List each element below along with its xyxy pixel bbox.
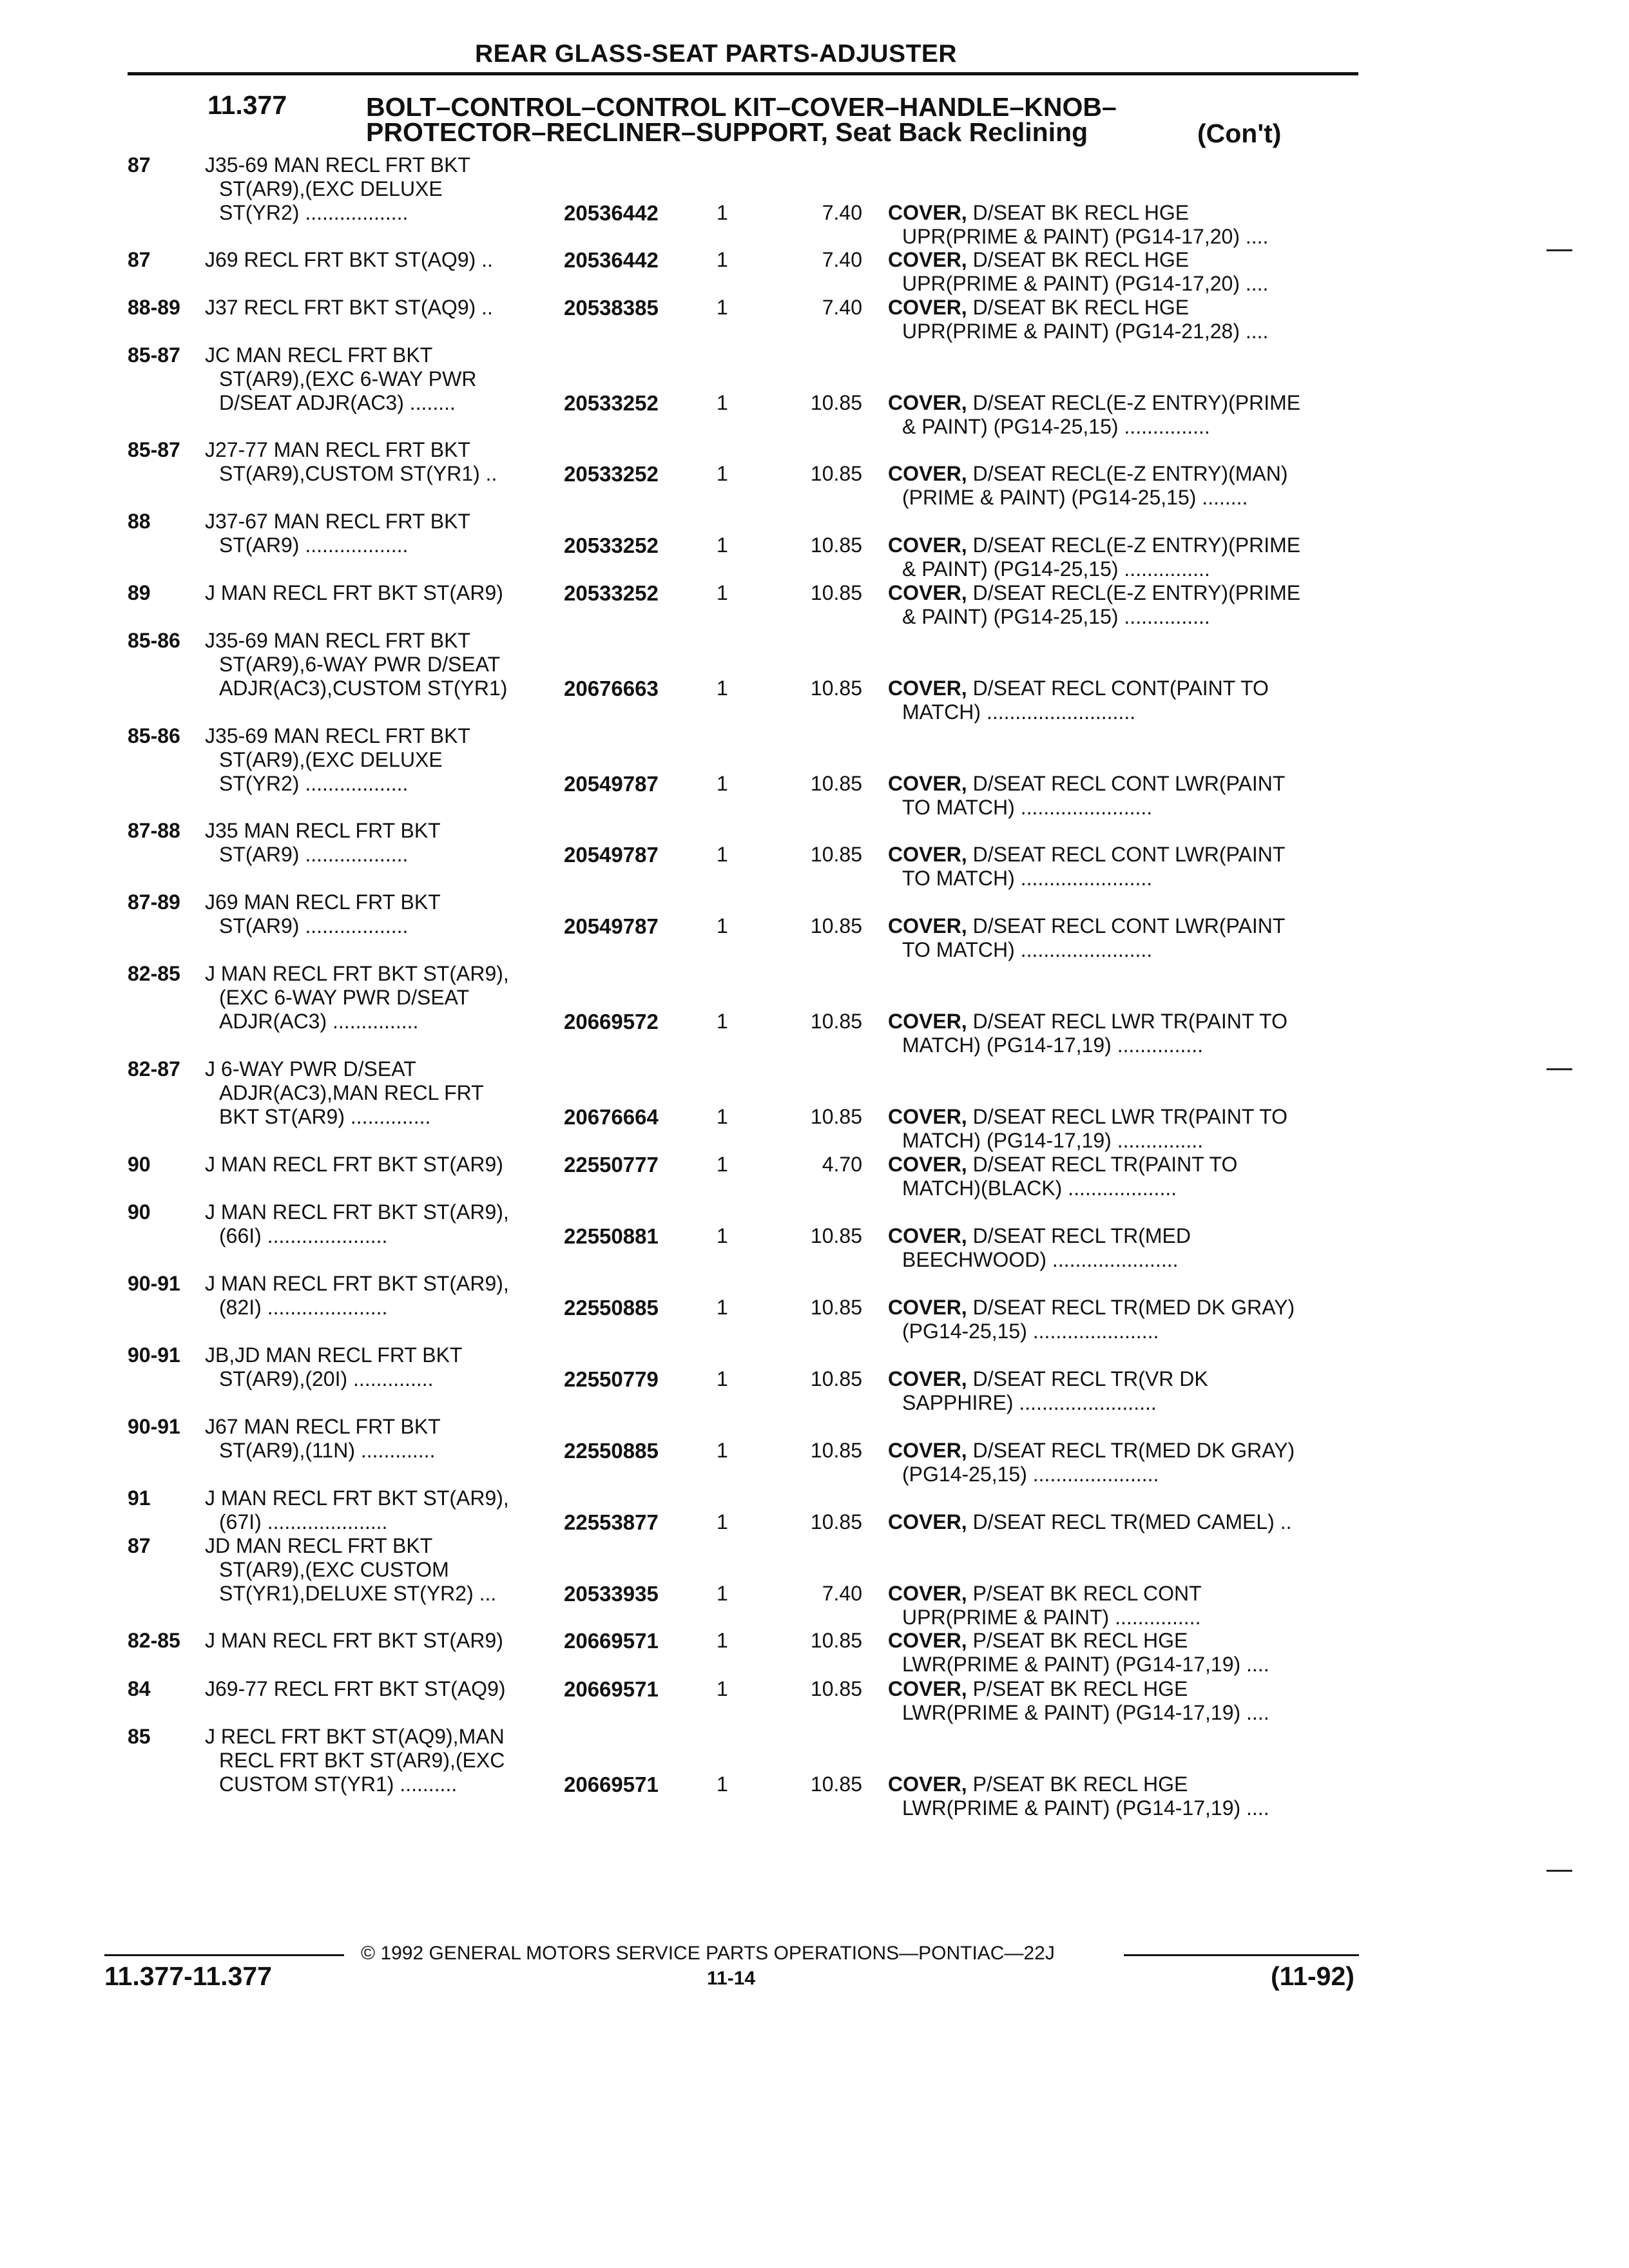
part-name: COVER, bbox=[888, 772, 967, 795]
price: 10.85 bbox=[810, 1296, 862, 1319]
part-description-line: D/SEAT BK RECL HGE bbox=[972, 201, 1190, 224]
part-description-line: (PG14-25,15) ...................... bbox=[902, 1463, 1159, 1486]
footer-rule-right bbox=[1124, 1954, 1359, 1956]
part-description-line: D/SEAT RECL TR(MED bbox=[972, 1224, 1191, 1247]
part-description-line: D/SEAT RECL CONT(PAINT TO bbox=[972, 677, 1269, 700]
price: 10.85 bbox=[810, 1629, 862, 1652]
part-description bbox=[888, 1367, 1358, 1415]
part-name: COVER, bbox=[888, 391, 967, 414]
application-description bbox=[205, 581, 503, 605]
part-description bbox=[888, 1629, 1358, 1677]
part-description-first-line bbox=[888, 1677, 1358, 1701]
model-years: 87-89 bbox=[128, 890, 180, 914]
application-line: J35-69 MAN RECL FRT BKT bbox=[205, 724, 470, 747]
part-name: COVER, bbox=[888, 1153, 967, 1176]
quantity: 1 bbox=[717, 1105, 728, 1128]
part-number: 22550885 bbox=[564, 1296, 659, 1320]
model-years: 87 bbox=[128, 1534, 151, 1557]
part-description-line: SAPPHIRE) ........................ bbox=[902, 1391, 1157, 1414]
application-line: J MAN RECL FRT BKT ST(AR9) bbox=[205, 1629, 503, 1652]
quantity: 1 bbox=[717, 1367, 728, 1390]
part-description-line: D/SEAT RECL(E-Z ENTRY)(PRIME bbox=[972, 391, 1301, 414]
part-number: 20669571 bbox=[564, 1677, 659, 1701]
application-line: (66I) ..................... bbox=[219, 1224, 388, 1247]
part-description-line: TO MATCH) ....................... bbox=[902, 938, 1153, 961]
application-description bbox=[205, 629, 507, 700]
part-name: COVER, bbox=[888, 201, 967, 224]
application-description bbox=[205, 1343, 462, 1391]
part-description-line: P/SEAT BK RECL HGE bbox=[972, 1677, 1188, 1700]
part-description-line: D/SEAT RECL TR(MED DK GRAY) bbox=[972, 1439, 1295, 1462]
part-description-line: D/SEAT RECL TR(MED DK GRAY) bbox=[972, 1296, 1295, 1319]
application-line: ST(YR1),DELUXE ST(YR2) ... bbox=[219, 1582, 497, 1605]
part-description-line: TO MATCH) ....................... bbox=[902, 867, 1153, 890]
part-description-line: P/SEAT BK RECL CONT bbox=[972, 1582, 1202, 1605]
part-description-line: & PAINT) (PG14-25,15) ............... bbox=[902, 605, 1210, 628]
quantity: 1 bbox=[717, 1010, 728, 1033]
application-line: ST(AR9),(EXC CUSTOM bbox=[219, 1558, 449, 1581]
part-description bbox=[888, 201, 1358, 249]
part-name: COVER, bbox=[888, 677, 967, 700]
model-years: 87 bbox=[128, 248, 151, 271]
application-description bbox=[205, 1725, 505, 1796]
part-description bbox=[888, 391, 1358, 439]
part-description bbox=[888, 248, 1358, 296]
application-line: ADJR(AC3),MAN RECL FRT bbox=[219, 1081, 484, 1104]
part-name: COVER, bbox=[888, 1224, 967, 1247]
part-description-line: UPR(PRIME & PAINT) (PG14-17,20) .... bbox=[902, 225, 1269, 248]
part-description-first-line bbox=[888, 914, 1358, 938]
part-description-line: D/SEAT BK RECL HGE bbox=[972, 248, 1190, 271]
footer-page-number: 11-14 bbox=[707, 1968, 756, 1989]
part-description-line: (PRIME & PAINT) (PG14-25,15) ........ bbox=[902, 486, 1248, 509]
part-name: COVER, bbox=[888, 248, 967, 271]
application-description bbox=[205, 1153, 503, 1177]
part-description-line: & PAINT) (PG14-25,15) ............... bbox=[902, 557, 1210, 581]
application-description bbox=[205, 1534, 496, 1606]
quantity: 1 bbox=[717, 462, 728, 485]
model-years: 87-88 bbox=[128, 819, 180, 842]
model-years: 90-91 bbox=[128, 1272, 180, 1295]
part-description-first-line bbox=[888, 248, 1358, 272]
quantity: 1 bbox=[717, 296, 728, 319]
part-name: COVER, bbox=[888, 1296, 967, 1319]
part-name: COVER, bbox=[888, 1010, 967, 1033]
part-description bbox=[888, 772, 1358, 820]
application-description bbox=[205, 1415, 441, 1463]
section-number: 11.377 bbox=[207, 90, 287, 120]
application-line: ST(AR9),(11N) ............. bbox=[219, 1439, 436, 1462]
application-line: ADJR(AC3) ............... bbox=[219, 1010, 419, 1033]
part-description bbox=[888, 1773, 1358, 1820]
part-description-first-line bbox=[888, 581, 1358, 605]
model-years: 85-87 bbox=[128, 438, 180, 461]
model-years: 89 bbox=[128, 581, 151, 604]
footer-section-range: 11.377-11.377 bbox=[104, 1961, 272, 1991]
part-description-first-line bbox=[888, 533, 1358, 557]
quantity: 1 bbox=[717, 581, 728, 604]
part-description-first-line bbox=[888, 772, 1358, 796]
footer-rule-left bbox=[104, 1954, 344, 1956]
application-line: ST(AR9) .................. bbox=[219, 843, 409, 866]
part-name: COVER, bbox=[888, 1439, 967, 1462]
part-description-first-line bbox=[888, 391, 1358, 415]
price: 7.40 bbox=[822, 296, 862, 319]
part-name: COVER, bbox=[888, 581, 967, 604]
part-description-line: MATCH) .......................... bbox=[902, 700, 1136, 724]
price: 10.85 bbox=[810, 581, 862, 604]
part-description-first-line bbox=[888, 1010, 1358, 1033]
part-name: COVER, bbox=[888, 1105, 967, 1128]
part-description-line: D/SEAT RECL(E-Z ENTRY)(MAN) bbox=[972, 462, 1288, 485]
model-years: 85-86 bbox=[128, 724, 180, 747]
application-line: JC MAN RECL FRT BKT bbox=[205, 343, 433, 367]
part-name: COVER, bbox=[888, 533, 967, 557]
part-description bbox=[888, 1510, 1358, 1534]
quantity: 1 bbox=[717, 533, 728, 557]
application-description bbox=[205, 1629, 503, 1653]
part-description bbox=[888, 533, 1358, 581]
part-description-line: D/SEAT RECL CONT LWR(PAINT bbox=[972, 843, 1286, 866]
price: 10.85 bbox=[810, 1224, 862, 1247]
application-description bbox=[205, 438, 497, 486]
part-number: 22550779 bbox=[564, 1367, 659, 1391]
application-line: ST(AR9),6-WAY PWR D/SEAT bbox=[219, 653, 501, 676]
application-line: ST(AR9),(EXC 6-WAY PWR bbox=[219, 367, 477, 390]
part-number: 20676663 bbox=[564, 677, 659, 700]
price: 10.85 bbox=[810, 533, 862, 557]
model-years: 82-87 bbox=[128, 1057, 180, 1081]
part-description-line: BEECHWOOD) ...................... bbox=[902, 1248, 1179, 1271]
part-description bbox=[888, 1439, 1358, 1486]
quantity: 1 bbox=[717, 248, 728, 271]
model-years: 82-85 bbox=[128, 1629, 180, 1652]
part-description-line: MATCH) (PG14-17,19) ............... bbox=[902, 1033, 1204, 1057]
part-description-first-line bbox=[888, 1582, 1358, 1606]
part-description bbox=[888, 296, 1358, 343]
application-line: ADJR(AC3),CUSTOM ST(YR1) bbox=[219, 677, 508, 700]
application-line: J MAN RECL FRT BKT ST(AR9), bbox=[205, 1486, 509, 1510]
price: 10.85 bbox=[810, 1677, 862, 1700]
quantity: 1 bbox=[717, 1153, 728, 1176]
model-years: 91 bbox=[128, 1486, 151, 1510]
part-number: 22550881 bbox=[564, 1224, 659, 1248]
part-description-line: D/SEAT RECL(E-Z ENTRY)(PRIME bbox=[972, 533, 1301, 557]
application-line: ST(AR9),(EXC DELUXE bbox=[219, 177, 443, 200]
part-name: COVER, bbox=[888, 1677, 967, 1700]
part-number: 20533935 bbox=[564, 1582, 659, 1606]
application-line: (82I) ..................... bbox=[219, 1296, 388, 1319]
part-description-first-line bbox=[888, 296, 1358, 320]
part-name: COVER, bbox=[888, 462, 967, 485]
part-description-line: (PG14-25,15) ...................... bbox=[902, 1320, 1159, 1343]
application-line: J37 RECL FRT BKT ST(AQ9) .. bbox=[205, 296, 493, 319]
part-name: COVER, bbox=[888, 1510, 967, 1533]
part-description bbox=[888, 843, 1358, 890]
application-description bbox=[205, 153, 470, 225]
part-description-first-line bbox=[888, 1510, 1358, 1534]
application-description bbox=[205, 724, 470, 796]
application-line: J MAN RECL FRT BKT ST(AR9), bbox=[205, 962, 509, 985]
price: 10.85 bbox=[810, 1510, 862, 1533]
part-description-line: P/SEAT BK RECL HGE bbox=[972, 1773, 1188, 1796]
part-description bbox=[888, 581, 1358, 629]
price: 10.85 bbox=[810, 1773, 862, 1796]
part-number: 20533252 bbox=[564, 391, 659, 415]
application-line: J MAN RECL FRT BKT ST(AR9) bbox=[205, 1153, 503, 1176]
part-description bbox=[888, 1296, 1358, 1343]
part-description-line: D/SEAT RECL TR(VR DK bbox=[972, 1367, 1208, 1390]
application-line: BKT ST(AR9) .............. bbox=[219, 1105, 431, 1128]
part-description-first-line bbox=[888, 201, 1358, 225]
model-years: 87 bbox=[128, 153, 151, 177]
application-description bbox=[205, 1677, 506, 1701]
quantity: 1 bbox=[717, 391, 728, 414]
part-description-line: UPR(PRIME & PAINT) (PG14-21,28) .... bbox=[902, 320, 1269, 343]
page-header-title: REAR GLASS-SEAT PARTS-ADJUSTER bbox=[475, 40, 958, 68]
application-line: JB,JD MAN RECL FRT BKT bbox=[205, 1343, 463, 1367]
part-description-first-line bbox=[888, 1153, 1358, 1177]
application-line: J 6-WAY PWR D/SEAT bbox=[205, 1057, 416, 1081]
part-number: 22550885 bbox=[564, 1439, 659, 1463]
part-description-first-line bbox=[888, 1439, 1358, 1463]
part-description-first-line bbox=[888, 1367, 1358, 1391]
part-description-first-line bbox=[888, 677, 1358, 700]
model-years: 85-86 bbox=[128, 629, 180, 652]
price: 10.85 bbox=[810, 1439, 862, 1462]
part-name: COVER, bbox=[888, 296, 967, 319]
application-line: ST(AR9),(EXC DELUXE bbox=[219, 748, 443, 771]
part-description bbox=[888, 1677, 1358, 1725]
part-description-first-line bbox=[888, 462, 1358, 486]
price: 10.85 bbox=[810, 1105, 862, 1128]
price: 10.85 bbox=[810, 391, 862, 414]
price: 7.40 bbox=[822, 1582, 862, 1605]
quantity: 1 bbox=[717, 1773, 728, 1796]
part-description-line: D/SEAT BK RECL HGE bbox=[972, 296, 1190, 319]
application-description bbox=[205, 1057, 484, 1129]
price: 10.85 bbox=[810, 843, 862, 866]
part-name: COVER, bbox=[888, 914, 967, 937]
application-description bbox=[205, 296, 493, 320]
part-description-line: MATCH)(BLACK) ................... bbox=[902, 1177, 1177, 1200]
application-line: ST(YR2) .................. bbox=[219, 772, 409, 795]
price: 10.85 bbox=[810, 772, 862, 795]
part-description-first-line bbox=[888, 1773, 1358, 1796]
part-name: COVER, bbox=[888, 843, 967, 866]
quantity: 1 bbox=[717, 1439, 728, 1462]
application-description bbox=[205, 1200, 509, 1248]
part-description bbox=[888, 914, 1358, 962]
application-line: J69-77 RECL FRT BKT ST(AQ9) bbox=[205, 1677, 506, 1700]
part-description-line: D/SEAT RECL LWR TR(PAINT TO bbox=[972, 1105, 1287, 1128]
application-line: JD MAN RECL FRT BKT bbox=[205, 1534, 433, 1557]
part-description-first-line bbox=[888, 843, 1358, 867]
part-description-line: D/SEAT RECL TR(PAINT TO bbox=[972, 1153, 1238, 1176]
model-years: 82-85 bbox=[128, 962, 180, 985]
application-description bbox=[205, 962, 509, 1033]
price: 10.85 bbox=[810, 1367, 862, 1390]
price: 10.85 bbox=[810, 1010, 862, 1033]
model-years: 84 bbox=[128, 1677, 151, 1700]
application-description bbox=[205, 819, 441, 867]
quantity: 1 bbox=[717, 201, 728, 224]
margin-mark bbox=[1547, 1068, 1572, 1070]
part-description-line: D/SEAT RECL TR(MED CAMEL) .. bbox=[972, 1510, 1292, 1533]
part-description bbox=[888, 1224, 1358, 1272]
part-name: COVER, bbox=[888, 1582, 967, 1605]
part-number: 20536442 bbox=[564, 201, 659, 225]
application-line: (EXC 6-WAY PWR D/SEAT bbox=[219, 986, 470, 1009]
quantity: 1 bbox=[717, 1510, 728, 1533]
application-description bbox=[205, 890, 441, 938]
section-title-line2: PROTECTOR–RECLINER–SUPPORT, Seat Back Reclining bbox=[366, 117, 1088, 147]
part-description bbox=[888, 677, 1358, 724]
part-number: 20676664 bbox=[564, 1105, 659, 1129]
part-description-first-line bbox=[888, 1629, 1358, 1653]
part-description-line: UPR(PRIME & PAINT) (PG14-17,20) .... bbox=[902, 272, 1269, 295]
margin-mark bbox=[1547, 1870, 1572, 1872]
application-line: D/SEAT ADJR(AC3) ........ bbox=[219, 391, 456, 414]
part-number: 20549787 bbox=[564, 914, 659, 938]
model-years: 88 bbox=[128, 510, 151, 533]
part-number: 20536442 bbox=[564, 248, 659, 272]
price: 7.40 bbox=[822, 201, 862, 224]
part-number: 20533252 bbox=[564, 533, 659, 557]
quantity: 1 bbox=[717, 1582, 728, 1605]
application-line: J RECL FRT BKT ST(AQ9),MAN bbox=[205, 1725, 505, 1748]
margin-mark bbox=[1547, 249, 1572, 251]
application-line: J MAN RECL FRT BKT ST(AR9), bbox=[205, 1272, 509, 1295]
footer-copyright: © 1992 GENERAL MOTORS SERVICE PARTS OPERATIONS—PONTIAC—22J bbox=[361, 1943, 1055, 1964]
part-description bbox=[888, 1010, 1358, 1057]
part-number: 20533252 bbox=[564, 462, 659, 486]
part-number: 20549787 bbox=[564, 772, 659, 796]
part-number: 20533252 bbox=[564, 581, 659, 605]
part-description-line: D/SEAT RECL(E-Z ENTRY)(PRIME bbox=[972, 581, 1301, 604]
part-description-first-line bbox=[888, 1105, 1358, 1129]
quantity: 1 bbox=[717, 914, 728, 937]
part-name: COVER, bbox=[888, 1773, 967, 1796]
quantity: 1 bbox=[717, 843, 728, 866]
price: 7.40 bbox=[822, 248, 862, 271]
part-name: COVER, bbox=[888, 1367, 967, 1390]
application-line: J35-69 MAN RECL FRT BKT bbox=[205, 153, 470, 177]
part-description-line: & PAINT) (PG14-25,15) ............... bbox=[902, 415, 1210, 438]
model-years: 85-87 bbox=[128, 343, 180, 367]
quantity: 1 bbox=[717, 1224, 728, 1247]
application-line: J67 MAN RECL FRT BKT bbox=[205, 1415, 441, 1438]
price: 4.70 bbox=[822, 1153, 862, 1176]
model-years: 90-91 bbox=[128, 1343, 180, 1367]
part-description bbox=[888, 462, 1358, 510]
part-number: 20669571 bbox=[564, 1773, 659, 1796]
part-description bbox=[888, 1153, 1358, 1200]
application-line: J27-77 MAN RECL FRT BKT bbox=[205, 438, 470, 461]
price: 10.85 bbox=[810, 462, 862, 485]
model-years: 88-89 bbox=[128, 296, 180, 319]
quantity: 1 bbox=[717, 1677, 728, 1700]
part-description-line: D/SEAT RECL LWR TR(PAINT TO bbox=[972, 1010, 1287, 1033]
quantity: 1 bbox=[717, 1629, 728, 1652]
quantity: 1 bbox=[717, 677, 728, 700]
part-number: 20669572 bbox=[564, 1010, 659, 1033]
section-continued-label: (Con't) bbox=[1197, 119, 1282, 148]
application-line: ST(YR2) .................. bbox=[219, 201, 409, 224]
part-description-line: P/SEAT BK RECL HGE bbox=[972, 1629, 1188, 1652]
part-description-line: LWR(PRIME & PAINT) (PG14-17,19) .... bbox=[902, 1653, 1269, 1676]
part-description-line: TO MATCH) ....................... bbox=[902, 796, 1153, 819]
part-description-line: MATCH) (PG14-17,19) ............... bbox=[902, 1129, 1204, 1152]
part-name: COVER, bbox=[888, 1629, 967, 1652]
part-number: 22550777 bbox=[564, 1153, 659, 1177]
application-description bbox=[205, 510, 470, 557]
model-years: 90-91 bbox=[128, 1415, 180, 1438]
part-description-first-line bbox=[888, 1296, 1358, 1320]
part-number: 20549787 bbox=[564, 843, 659, 867]
part-description-first-line bbox=[888, 1224, 1358, 1248]
quantity: 1 bbox=[717, 772, 728, 795]
part-description-line: D/SEAT RECL CONT LWR(PAINT bbox=[972, 772, 1286, 795]
part-number: 20538385 bbox=[564, 296, 659, 320]
application-line: ST(AR9) .................. bbox=[219, 533, 409, 557]
price: 10.85 bbox=[810, 677, 862, 700]
section-title-line1: BOLT–CONTROL–CONTROL KIT–COVER–HANDLE–KNOB– bbox=[366, 92, 1117, 122]
model-years: 90 bbox=[128, 1200, 151, 1224]
application-line: J MAN RECL FRT BKT ST(AR9) bbox=[205, 581, 503, 604]
part-description bbox=[888, 1105, 1358, 1153]
part-description-line: D/SEAT RECL CONT LWR(PAINT bbox=[972, 914, 1286, 937]
application-description bbox=[205, 1486, 509, 1534]
part-number: 20669571 bbox=[564, 1629, 659, 1653]
price: 10.85 bbox=[810, 914, 862, 937]
model-years: 85 bbox=[128, 1725, 151, 1748]
application-line: J35-69 MAN RECL FRT BKT bbox=[205, 629, 470, 652]
application-line: J69 RECL FRT BKT ST(AQ9) .. bbox=[205, 248, 493, 271]
application-description bbox=[205, 1272, 509, 1320]
footer-date: (11-92) bbox=[1271, 1961, 1354, 1991]
part-description bbox=[888, 1582, 1358, 1629]
application-line: J69 MAN RECL FRT BKT bbox=[205, 890, 441, 914]
application-line: J37-67 MAN RECL FRT BKT bbox=[205, 510, 470, 533]
application-line: (67I) ..................... bbox=[219, 1510, 388, 1533]
application-line: RECL FRT BKT ST(AR9),(EXC bbox=[219, 1749, 505, 1772]
model-years: 90 bbox=[128, 1153, 151, 1176]
application-line: CUSTOM ST(YR1) .......... bbox=[219, 1773, 458, 1796]
application-line: ST(AR9),CUSTOM ST(YR1) .. bbox=[219, 462, 497, 485]
part-description-line: LWR(PRIME & PAINT) (PG14-17,19) .... bbox=[902, 1796, 1269, 1820]
part-description-line: LWR(PRIME & PAINT) (PG14-17,19) .... bbox=[902, 1701, 1269, 1724]
application-line: J MAN RECL FRT BKT ST(AR9), bbox=[205, 1200, 509, 1224]
part-description-line: UPR(PRIME & PAINT) ............... bbox=[902, 1606, 1201, 1629]
quantity: 1 bbox=[717, 1296, 728, 1319]
part-number: 22553877 bbox=[564, 1510, 659, 1534]
application-line: J35 MAN RECL FRT BKT bbox=[205, 819, 441, 842]
application-line: ST(AR9),(20I) .............. bbox=[219, 1367, 434, 1390]
application-description bbox=[205, 248, 493, 272]
application-line: ST(AR9) .................. bbox=[219, 914, 409, 937]
application-description bbox=[205, 343, 476, 415]
